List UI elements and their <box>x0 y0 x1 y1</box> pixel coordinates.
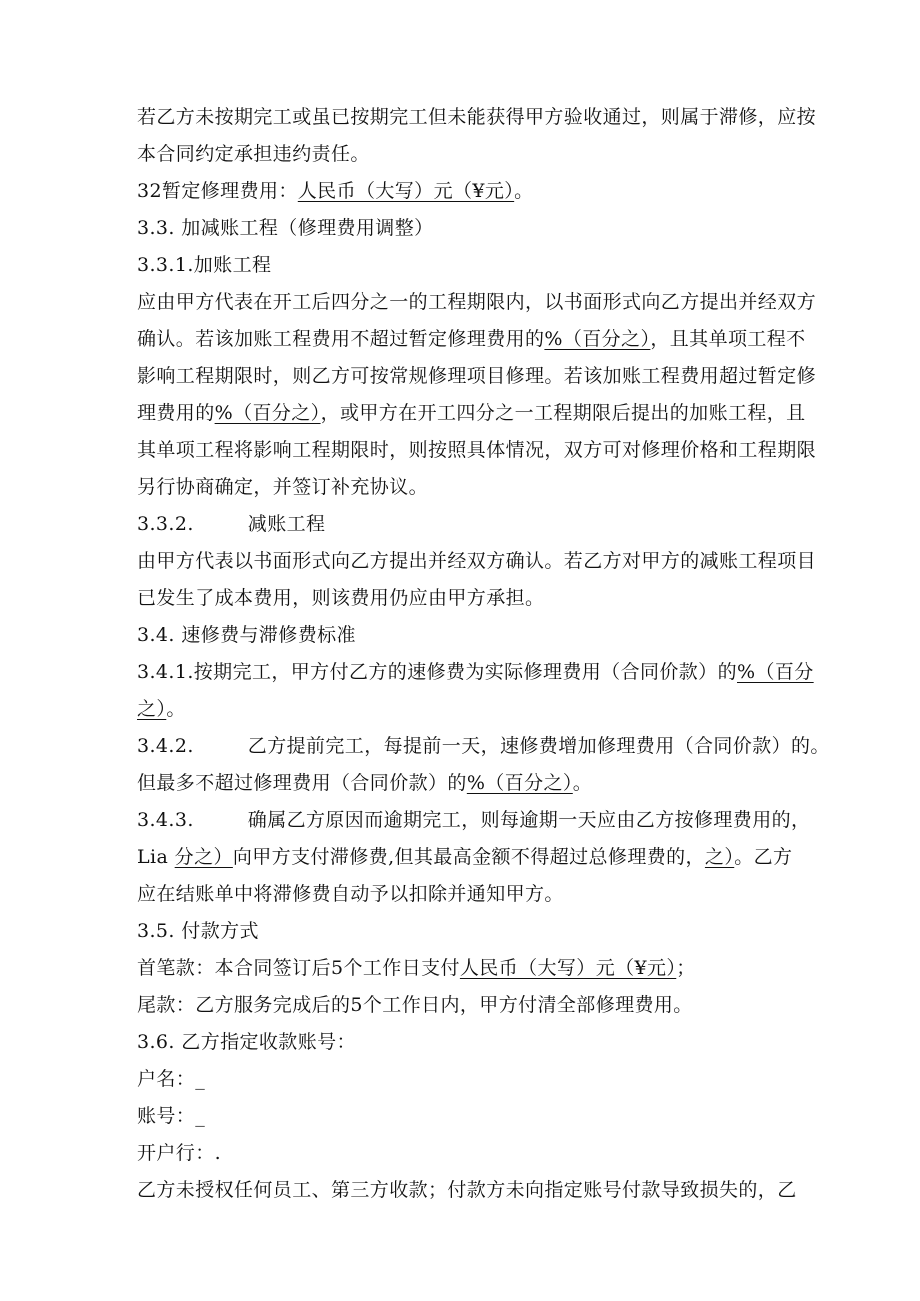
text-run: 32暂定修理费用： <box>137 180 298 202</box>
paragraph-line <box>137 401 806 425</box>
underlined-blank: 之） <box>704 846 735 868</box>
text-run: 。 <box>166 698 186 720</box>
section-heading: 3.6. 乙方指定收款账号： <box>137 1031 356 1053</box>
paragraph-line <box>137 808 810 832</box>
paragraph-line: 尾款：乙方服务完成后的5个工作日内，甲方付清全部修理费用。 <box>137 994 693 1016</box>
text-run: 确属乙方原因而逾期完工，则每逾期一天应由乙方按修理费用的， <box>247 809 811 831</box>
text-run: 确认。若该加账工程费用不超过暂定修理费用的 <box>137 328 545 350</box>
paragraph-line: 乙方未授权任何员工、第三方收款；付款方未向指定账号付款导致损失的，乙 <box>137 1179 797 1201</box>
section-number: 3.3.2. <box>137 513 194 535</box>
paragraph-line: 本合同约定承担违约责任。 <box>137 143 370 165</box>
paragraph-line: 应由甲方代表在开工后四分之一的工程期限内，以书面形式向乙方提出并经双方 <box>137 291 817 313</box>
paragraph-line <box>137 327 806 351</box>
text-run: 3.4.1.按期完工，甲方付乙方的速修费为实际修理费用（合同价款）的 <box>137 661 737 683</box>
text-run: 减账工程 <box>247 513 326 535</box>
paragraph-line <box>137 660 814 684</box>
underlined-blank: %（百分 <box>737 661 814 683</box>
paragraph-line <box>137 845 792 869</box>
subsection-heading <box>137 512 325 536</box>
text-run: 理费用的 <box>137 402 215 424</box>
text-run: 乙方提前完工，每提前一天，速修费增加修理费用（合同价款）的。 <box>247 735 830 757</box>
section-heading: 3.5. 付款方式 <box>137 920 259 942</box>
section-number: 3.4.2. <box>137 735 194 757</box>
text-run: 但最多不超过修理费用（合同价款）的 <box>137 772 467 794</box>
text-run: ； <box>676 957 696 979</box>
paragraph-line: 已发生了成本费用，则该费用仍应由甲方承担。 <box>137 587 545 609</box>
text-run: 。 <box>572 772 593 794</box>
text-run: 。乙方 <box>734 846 793 868</box>
paragraph-line: 其单项工程将影响工程期限时，则按照具体情况，双方可对修理价格和工程期限 <box>137 439 817 461</box>
paragraph-line <box>137 956 696 980</box>
text-run: Lia <box>137 846 175 868</box>
underlined-blank: 人民币（大写）元（¥元） <box>297 180 515 202</box>
section-number: 3.4.3. <box>137 809 194 831</box>
paragraph-line: 若乙方未按期完工或虽已按期完工但未能获得甲方验收通过，则属于滞修，应按 <box>137 106 817 128</box>
underlined-blank: %（百分之） <box>544 328 651 350</box>
paragraph-line <box>137 697 186 721</box>
underlined-blank: 人民币（大写）元（¥元） <box>459 957 677 979</box>
underlined-blank: %（百分之） <box>214 402 321 424</box>
underlined-blank: 分之） <box>174 846 233 868</box>
paragraph-line <box>137 771 592 795</box>
section-heading: 3.3. 加减账工程（修理费用调整） <box>137 217 434 239</box>
underlined-blank: 之） <box>137 698 167 720</box>
account-name-field: 户名：_ <box>137 1068 206 1090</box>
paragraph-line <box>137 734 830 758</box>
section-heading: 3.4. 速修费与滞修费标准 <box>137 624 356 646</box>
bank-field: 开户行：. <box>137 1142 222 1164</box>
text-run: ，或甲方在开工四分之一工程期限后提出的加账工程，且 <box>320 402 806 424</box>
text-run: 。 <box>514 180 534 202</box>
paragraph-line: 另行协商确定，并签订补充协议。 <box>137 476 429 498</box>
paragraph-line: 由甲方代表以书面形式向乙方提出并经双方确认。若乙方对甲方的减账工程项目 <box>137 550 817 572</box>
account-number-field: 账号：_ <box>137 1105 206 1127</box>
text-run: 首笔款：本合同签订后5个工作日支付 <box>137 957 460 979</box>
paragraph-line: 应在结账单中将滞修费自动予以扣除并通知甲方。 <box>137 883 564 905</box>
underlined-blank: %（百分之） <box>466 772 573 794</box>
text-run: 向甲方支付滞修费,但其最高金额不得超过总修理费的， <box>232 846 705 868</box>
paragraph-line: 影响工程期限时，则乙方可按常规修理项目修理。若该加账工程费用超过暂定修 <box>137 365 817 387</box>
subsection-heading: 3.3.1.加账工程 <box>137 254 272 276</box>
text-run: ，且其单项工程不 <box>650 328 806 350</box>
paragraph-line <box>137 179 534 203</box>
